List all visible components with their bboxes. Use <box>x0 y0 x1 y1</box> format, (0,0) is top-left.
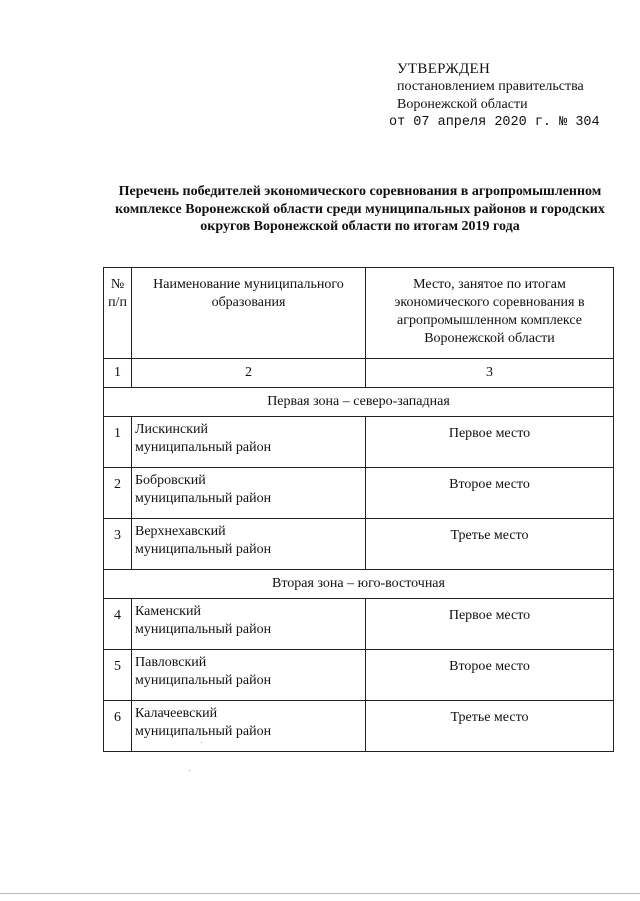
page-bottom-edge <box>0 893 640 894</box>
approval-line-1: постановлением правительства <box>397 79 584 94</box>
row-name <box>132 519 366 570</box>
row-name-line-1: Лискинский <box>135 422 208 437</box>
row-name <box>132 650 366 701</box>
row-name-line-1: Калачеевский <box>135 706 218 721</box>
row-name-line-2: муниципальный район <box>135 491 272 506</box>
row-name-line-2: муниципальный район <box>135 622 272 637</box>
row-name-line-1: Павловский <box>135 655 207 670</box>
row-name-line-2: муниципальный район <box>135 440 272 455</box>
column-number: 1 <box>104 359 132 388</box>
approval-line-2: Воронежской области <box>397 97 528 112</box>
row-name-line-1: Бобровский <box>135 473 206 488</box>
row-name <box>132 599 366 650</box>
row-num: 1 <box>104 417 132 468</box>
row-num: 2 <box>104 468 132 519</box>
row-name <box>132 417 366 468</box>
row-num: 3 <box>104 519 132 570</box>
row-name-line-1: Верхнехавский <box>135 524 226 539</box>
header-place: Место, занятое по итогам экономического соревнования в агропромышленном комплексе Воронежской области <box>366 268 614 359</box>
row-name <box>132 468 366 519</box>
approval-date-line: от 07 апреля 2020 г. № 304 <box>389 115 600 130</box>
zone-title: Первая зона – северо-западная <box>104 388 614 417</box>
row-num: 5 <box>104 650 132 701</box>
row-place: Третье место <box>366 519 614 570</box>
table-row <box>104 650 614 701</box>
approval-heading: УТВЕРЖДЕН <box>397 61 491 77</box>
row-num: 4 <box>104 599 132 650</box>
row-place: Третье место <box>366 701 614 752</box>
scan-speck <box>189 770 190 771</box>
row-name-line-2: муниципальный район <box>135 673 272 688</box>
table-row <box>104 519 614 570</box>
table-header-row <box>104 268 614 359</box>
scan-speck <box>201 742 202 743</box>
row-place: Второе место <box>366 650 614 701</box>
row-name <box>132 701 366 752</box>
winners-table <box>103 267 614 752</box>
row-place: Первое место <box>366 417 614 468</box>
row-name-line-2: муниципальный район <box>135 542 272 557</box>
table-row <box>104 468 614 519</box>
row-name-line-1: Каменский <box>135 604 201 619</box>
table-row <box>104 701 614 752</box>
zone-title: Вторая зона – юго-восточная <box>104 570 614 599</box>
zone-row <box>104 388 614 417</box>
header-num: № п/п <box>104 268 132 359</box>
document-title: Перечень победителей экономического соревнования в агропромышленном комплексе Воронежской области среди муниципальных районов и городских округов Воронежской области по итогам 2019 года <box>115 184 605 234</box>
row-place: Второе место <box>366 468 614 519</box>
zone-row <box>104 570 614 599</box>
table-row <box>104 599 614 650</box>
approval-block <box>389 60 600 132</box>
row-name-line-2: муниципальный район <box>135 724 272 739</box>
table-row <box>104 417 614 468</box>
column-number: 3 <box>366 359 614 388</box>
row-num: 6 <box>104 701 132 752</box>
header-name: Наименование муниципального образования <box>132 268 366 359</box>
row-place: Первое место <box>366 599 614 650</box>
column-number-row <box>104 359 614 388</box>
column-number: 2 <box>132 359 366 388</box>
